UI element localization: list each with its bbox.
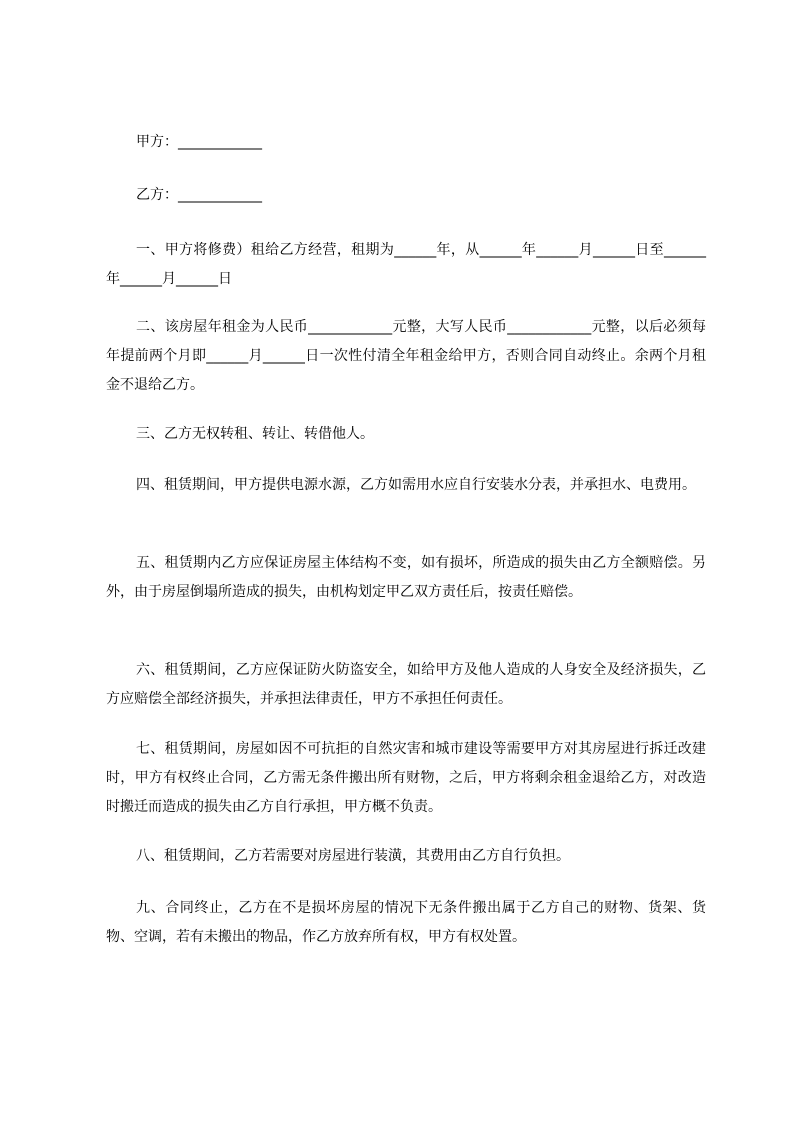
- clause-9: 九、合同终止，乙方在不是损坏房屋的情况下无条件搬出属于乙方自己的财物、货架、货物、空调，若有未搬出的物品，作乙方放弃所有权，甲方有权处置。: [106, 900, 706, 945]
- clause-3: 三、乙方无权转租、转让、转借他人。: [136, 426, 374, 442]
- party-b-line: 乙方：____________: [136, 187, 262, 203]
- clause-6: 六、租赁期间，乙方应保证防火防盗安全，如给甲方及他人造成的人身安全及经济损失，乙方应赔偿全部经济损失，并承担法律责任，甲方不承担任何责任。: [106, 662, 706, 707]
- clause-2: 二、该房屋年租金为人民币____________元整，大写人民币____________元整，以后必须每年提前两个月即______月______日一次性付清全年租金给甲方，否则合同自动终止。余两个月租金不退给乙方。: [106, 319, 706, 393]
- clause-4: 四、租赁期间，甲方提供电源水源，乙方如需用水应自行安装水分表，并承担水、电费用。: [136, 477, 696, 493]
- clause-7: 七、租赁期间，房屋如因不可抗拒的自然灾害和城市建设等需要甲方对其房屋进行拆迁改建时，甲方有权终止合同，乙方需无条件搬出所有财物，之后，甲方将剩余租金退给乙方，对改造时搬迁而造成的损失由乙方自行承担，甲方概不负责。: [106, 741, 706, 815]
- clause-1: 一、甲方将修费）租给乙方经营，租期为______年，从______年______月______日至______年______月______日: [106, 242, 706, 287]
- party-a-line: 甲方：____________: [136, 134, 262, 150]
- clause-8: 八、租赁期间，乙方若需要对房屋进行装潢，其费用由乙方自行负担。: [136, 848, 570, 864]
- clause-5: 五、租赁期内乙方应保证房屋主体结构不变，如有损坏，所造成的损失由乙方全额赔偿。另外，由于房屋倒塌所造成的损失，由机构划定甲乙双方责任后，按责任赔偿。: [106, 555, 706, 600]
